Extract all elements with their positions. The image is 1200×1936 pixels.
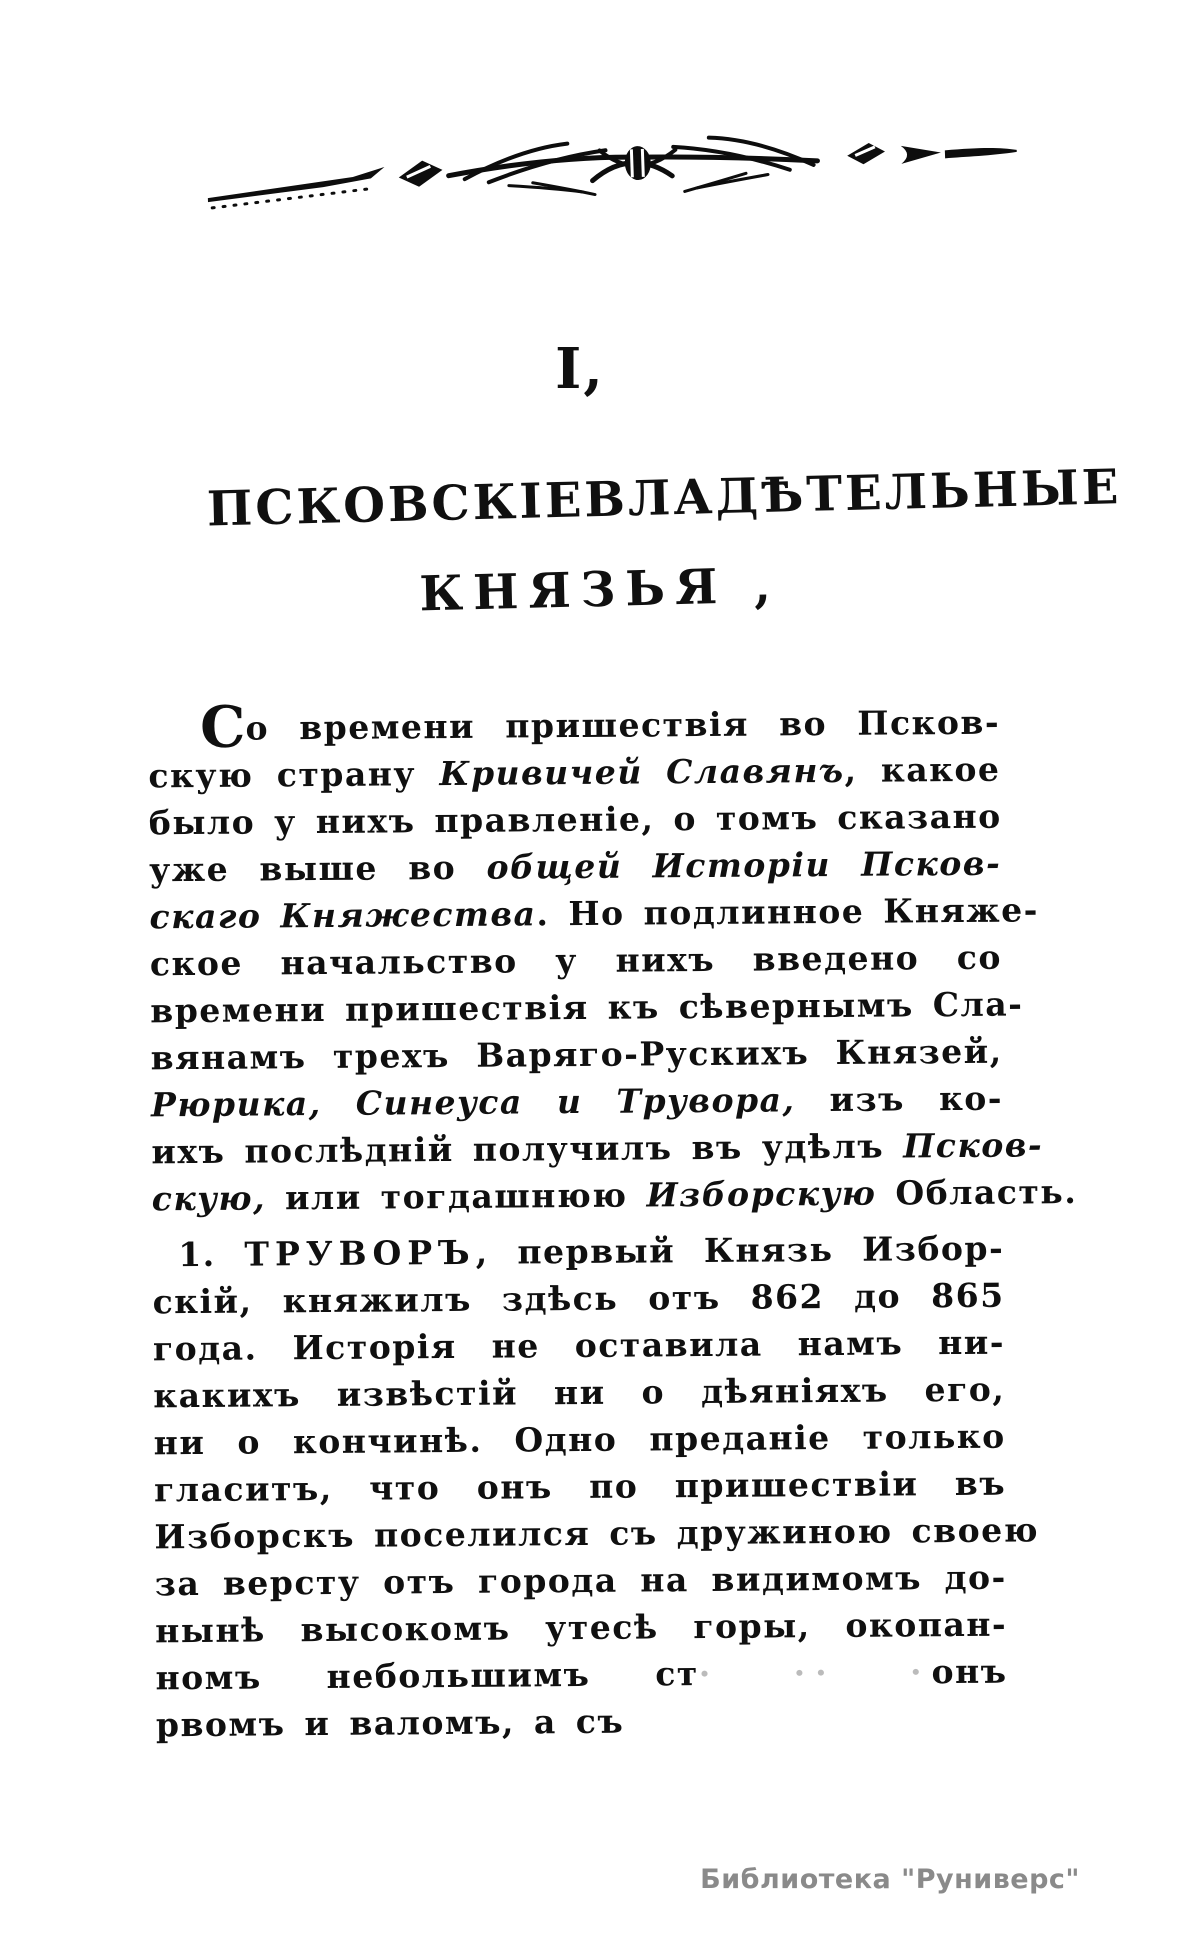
text-segment: нынѣ высокомъ утесѣ горы, окопан- [155, 1604, 1008, 1651]
text-segment: ихъ послѣдній получилъ въ удѣлъ [151, 1126, 904, 1172]
text-segment: рвомъ и валомъ, а съ [155, 1701, 625, 1745]
text-segment: Кривичей Славянъ [439, 750, 845, 794]
text-line [152, 1272, 1004, 1326]
text-segment: общей Исторіи Псков- [486, 843, 1002, 887]
text-segment: Псков- [902, 1125, 1044, 1166]
text-segment: было у нихъ правленіе, о томъ сказано [148, 796, 1002, 843]
text-segment: онъ [931, 1651, 1008, 1692]
text-line [154, 1413, 1006, 1467]
chapter-title [206, 459, 1122, 627]
text-segment: вянамъ трехъ Варяго-Рускихъ Князей, [150, 1031, 1003, 1078]
text-segment: Изборскъ поселился съ дружиною своею [154, 1510, 1040, 1557]
text-line [156, 1695, 1008, 1749]
text-segment: С [199, 693, 246, 761]
text-line [154, 1460, 1006, 1514]
text-segment: , первый Князь Избор- [475, 1228, 1005, 1272]
text-line [149, 887, 1040, 941]
ornament-floral-rule [202, 114, 1022, 219]
text-line [148, 693, 1001, 761]
text-segment: года. Исторія не оставила намъ ни- [152, 1322, 1006, 1369]
text-segment: ни о кончинѣ. Одно преданіе только [153, 1416, 1006, 1463]
text-line [153, 1319, 1005, 1373]
text-segment: за версту отъ города на видимомъ до- [154, 1557, 1007, 1604]
text-line [151, 1028, 1003, 1082]
text-line [150, 981, 1024, 1035]
text-line [149, 793, 1001, 847]
chapter-title-line1 [206, 459, 1122, 538]
text-line [151, 1169, 1078, 1223]
text-line [155, 1648, 1007, 1702]
chapter-title-line2: КНЯЗЬЯ , [418, 557, 782, 623]
text-line [151, 1122, 1044, 1176]
text-line [148, 746, 1000, 800]
text-segment: скій, княжилъ здѣсь отъ 862 до 865 [152, 1275, 1005, 1322]
text-segment: времени пришествія къ сѣвернымъ Сла- [150, 984, 1024, 1031]
text-segment: гласитъ, что онъ по пришествіи въ [153, 1463, 1007, 1510]
text-segment: , какое [844, 749, 1001, 790]
text-line [152, 1225, 1004, 1279]
text-line [149, 840, 1001, 894]
text-line [155, 1554, 1007, 1608]
text-line [150, 934, 1002, 988]
paragraph [148, 693, 1078, 1223]
text-segment: о времени пришествія во Псков- [245, 702, 1001, 748]
library-watermark: Библиотека "Руниверс" [700, 1864, 1080, 1895]
text-segment: изъ ко- [795, 1078, 1004, 1120]
text-segment: скаго Княжества [149, 894, 537, 937]
text-segment: номъ небольшимъ ст [155, 1654, 699, 1698]
text-line [155, 1601, 1007, 1655]
title-word-2: ВЛАДѢТЕЛЬНЫЕ [583, 459, 1122, 529]
text-segment: · ·· · [698, 1652, 932, 1694]
text-segment: или тогдашнюю [265, 1175, 647, 1218]
text-segment: . Но подлинное Княже- [536, 890, 1040, 934]
text-segment: 1. [178, 1234, 245, 1275]
text-segment: ское начальство у нихъ введено со [149, 937, 1003, 984]
section-numeral: I, [555, 336, 605, 402]
text-segment: уже выше во [149, 847, 487, 890]
title-word-1: ПСКОВСКІЕ [206, 472, 586, 538]
text-segment: скую, [151, 1178, 267, 1219]
text-line [154, 1507, 1040, 1561]
text-segment: какихъ извѣстій ни о дѣяніяхъ его, [153, 1369, 1006, 1416]
text-line [153, 1366, 1005, 1420]
body-text [148, 693, 1078, 1749]
text-segment: Рюрика, Синеуса и Трувора, [150, 1080, 796, 1125]
text-segment: ТРУВОРЪ [244, 1232, 476, 1274]
text-line [151, 1075, 1003, 1129]
text-segment: скую страну [148, 754, 440, 796]
paragraph [152, 1225, 1040, 1749]
text-segment: Изборскую [646, 1173, 877, 1215]
text-segment: Область. [876, 1172, 1078, 1213]
